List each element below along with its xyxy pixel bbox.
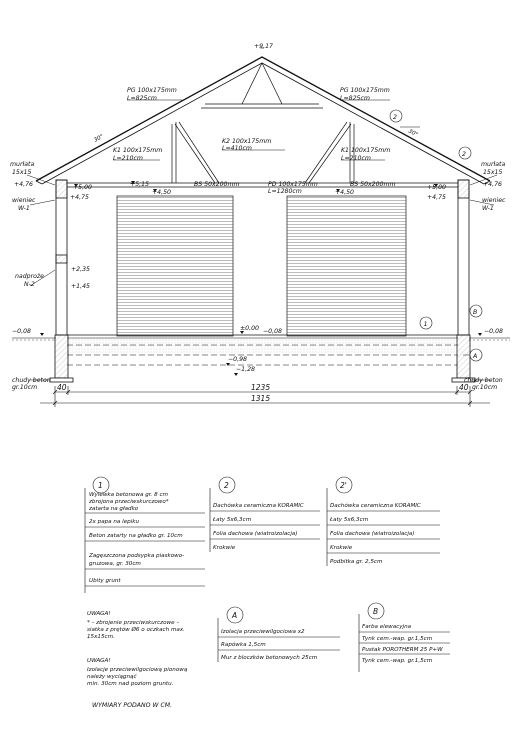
svg-text:1: 1 (98, 481, 103, 490)
svg-text:Farba elewacyjna: Farba elewacyjna (362, 624, 412, 630)
svg-text:B: B (473, 309, 478, 316)
level-500-right: +5,00 (427, 184, 446, 191)
marker-b-circle (470, 305, 482, 317)
legend-box-b (359, 603, 450, 672)
svg-text:Folia dachowa (wiatroizolacja): Folia dachowa (wiatroizolacja) (213, 531, 298, 537)
svg-text:Tynk cem.-wap. gr.1,5cm: Tynk cem.-wap. gr.1,5cm (362, 636, 433, 642)
svg-text:zatarta na gładko: zatarta na gładko (89, 506, 139, 512)
svg-text:2: 2 (224, 481, 229, 490)
dim-40-right: 40 (459, 383, 469, 392)
level-475-left: +4,75 (70, 194, 89, 201)
marker-1-circle (420, 317, 432, 329)
pg-right-length: L=825cm (340, 95, 370, 102)
svg-text:należy wyciągnąć: należy wyciągnąć (87, 674, 137, 680)
garage-door-left (117, 196, 233, 336)
ridge-level: +9,17 (254, 43, 273, 50)
k1-left-length: L=210cm (113, 155, 143, 162)
level-000: ±0,00 (240, 325, 259, 332)
murlata-right-label: murłata (481, 161, 506, 168)
svg-text:Ubity grunt: Ubity grunt (89, 578, 121, 584)
chudy-beton-left: chudy beton (12, 377, 51, 384)
svg-text:siatka z prętów Ø6 o oczkach m: siatka z prętów Ø6 o oczkach max. (87, 627, 185, 633)
svg-text:min. 30cm nad poziom gruntu.: min. 30cm nad poziom gruntu. (87, 681, 174, 687)
svg-text:Izolacja przeciwwilgociowa x2: Izolacja przeciwwilgociowa x2 (221, 629, 305, 635)
wieniec-right-label: wieniec (482, 197, 506, 204)
level-450-right: +4,50 (335, 189, 354, 196)
dim-1235: 1235 (251, 383, 271, 392)
roof-truss (62, 63, 462, 187)
legend-box-2 (210, 477, 320, 552)
roof (36, 48, 490, 184)
svg-text:Wylewka betonowa gr. 8 cm: Wylewka betonowa gr. 8 cm (89, 492, 168, 498)
chudy-beton-right: chudy beton (464, 377, 503, 384)
slope-left: 30° (93, 133, 105, 144)
murlata-right-size: 15x15 (483, 169, 503, 176)
wieniec-left-code: W-1 (18, 205, 30, 212)
pg-left-label: PG 100x175mm (127, 87, 177, 94)
svg-text:gruzowa, gr. 30cm: gruzowa, gr. 30cm (89, 561, 141, 567)
svg-text:Dachówka ceramiczna KORAMIC: Dachówka ceramiczna KORAMIC (330, 503, 421, 509)
floor-layers (12, 335, 510, 365)
svg-text:UWAGA!: UWAGA! (87, 611, 111, 617)
footer-note: WYMIARY PODANO W CM. (92, 702, 173, 709)
murlata-left-label: murłata (10, 161, 35, 168)
svg-text:Folia dachowa (wiatroizolacja): Folia dachowa (wiatroizolacja) (330, 531, 415, 537)
nadproze-label: nadproże (15, 273, 44, 280)
marker-2-circle (390, 110, 402, 122)
note-insulation (87, 658, 188, 687)
svg-text:2: 2 (462, 151, 466, 158)
k2-label: K2 100x175mm (222, 138, 272, 145)
note-reinforcement (87, 611, 185, 640)
k1-left-label: K1 100x175mm (113, 147, 163, 154)
k1-right-length: L=210cm (341, 155, 371, 162)
dim-40-left: 40 (57, 383, 67, 392)
svg-text:Podbitka gr. 2,5cm: Podbitka gr. 2,5cm (330, 559, 383, 565)
level-008-mid: −0,08 (263, 328, 282, 335)
slope-right: 30° (407, 128, 419, 139)
level-008-right: −0,08 (484, 328, 503, 335)
level-450-left: +4,50 (152, 189, 171, 196)
svg-text:zbrojona przeciwskurczowo*: zbrojona przeciwskurczowo* (89, 499, 169, 505)
k1-right-label: K1 100x175mm (341, 147, 391, 154)
svg-text:Krokwie: Krokwie (330, 545, 353, 551)
pg-left-length: L=825cm (127, 95, 157, 102)
dim-1315: 1315 (251, 394, 271, 403)
svg-text:Pustak POROTHERM 25 P+W: Pustak POROTHERM 25 P+W (362, 647, 443, 653)
svg-text:2x papa na lepiku: 2x papa na lepiku (89, 519, 140, 525)
svg-text:* – zbrojenie przeciwskurczowe: * – zbrojenie przeciwskurczowe – (87, 620, 180, 626)
marker-2-prime-circle (459, 147, 471, 159)
svg-text:Łaty 5x6,3cm: Łaty 5x6,3cm (213, 517, 252, 523)
k2-length: L=410cm (222, 145, 252, 152)
chudy-beton-right-thickness: gr.10cm (472, 384, 498, 391)
svg-text:Krokwie: Krokwie (213, 545, 236, 551)
murlata-left-size: 15x15 (12, 169, 32, 176)
svg-text:2': 2' (340, 481, 347, 490)
wieniec-left-label: wieniec (12, 197, 36, 204)
nadproze-code: N-2 (24, 281, 35, 288)
svg-text:2: 2 (393, 114, 397, 121)
svg-text:Zagęszczona podsypka piaskowo-: Zagęszczona podsypka piaskowo- (89, 553, 185, 559)
wieniec-right-code: W-1 (482, 205, 494, 212)
level-008-left: −0,08 (12, 328, 31, 335)
bs-right-label: BS 50x200mm (350, 181, 396, 188)
bs-left-label: BS 50x200mm (194, 181, 240, 188)
chudy-beton-left-thickness: gr.10cm (12, 384, 38, 391)
level-500-left: +5,00 (73, 184, 92, 191)
svg-text:Tynk cem.-wap. gr.1,5cm: Tynk cem.-wap. gr.1,5cm (362, 658, 433, 664)
level-475-right: +4,75 (427, 194, 446, 201)
level-476-right: +4,76 (483, 181, 502, 188)
level-098: −0,98 (228, 356, 247, 363)
legend-box-a (218, 607, 340, 662)
pd-length: L=1280cm (268, 188, 302, 195)
marker-a-circle (470, 349, 482, 361)
svg-text:1: 1 (423, 321, 428, 328)
level-515: +5,15 (130, 181, 149, 188)
svg-text:B: B (373, 607, 379, 616)
level-235: +2,35 (71, 266, 90, 273)
legend-box-2-prime (327, 477, 440, 566)
svg-text:Beton zatarty na gładko gr. 10: Beton zatarty na gładko gr. 10cm (89, 533, 183, 539)
pd-label: PD 100x175mm (268, 181, 318, 188)
svg-text:A: A (473, 353, 478, 360)
level-145: +1,45 (71, 283, 90, 290)
svg-text:UWAGA!: UWAGA! (87, 658, 111, 664)
svg-text:Dachówka ceramiczna KORAMIC: Dachówka ceramiczna KORAMIC (213, 503, 304, 509)
pg-right-label: PG 100x175mm (340, 87, 390, 94)
svg-text:Łaty 5x6,3cm: Łaty 5x6,3cm (330, 517, 369, 523)
svg-text:A: A (232, 611, 238, 620)
svg-text:Izolacje przeciwwilgociową pio: Izolacje przeciwwilgociową pionową (87, 667, 188, 673)
level-128: −1,28 (236, 366, 255, 373)
legend-box-1 (85, 477, 205, 593)
level-476-left: +4,76 (14, 181, 33, 188)
svg-text:Rapówka 1,5cm: Rapówka 1,5cm (221, 642, 266, 648)
svg-text:15x15cm.: 15x15cm. (87, 634, 115, 640)
garage-door-right (287, 196, 406, 336)
svg-text:Mur z bloczków betonowych 25cm: Mur z bloczków betonowych 25cm (221, 655, 318, 661)
